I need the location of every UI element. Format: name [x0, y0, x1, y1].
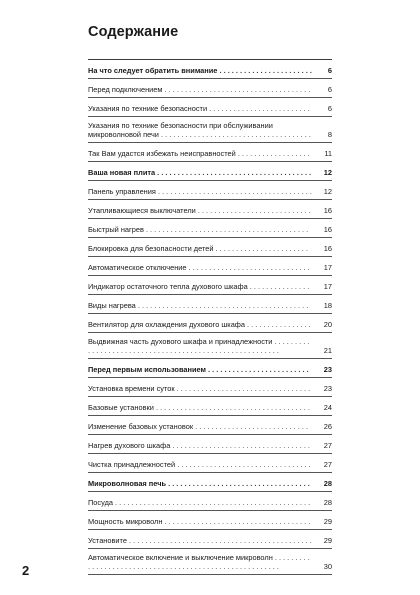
- dot-leader: . . . . . . . . . . . . . . . . . . . . . . . . . . . . . . . . . . . . . . . . . . . . . . . .: [113, 498, 311, 507]
- toc-entry-text: Мощность микроволн . . . . . . . . . . . . . . . . . . . . . . . . . . . . . . . . . . . .: [88, 517, 311, 526]
- toc-entry-text: Базовые установки . . . . . . . . . . . . . . . . . . . . . . . . . . . . . . . . . . . . . .: [88, 403, 310, 412]
- toc-entry: [88, 473, 332, 492]
- toc-entry-text: Перед подключением . . . . . . . . . . . . . . . . . . . . . . . . . . . . . . . . . . . .: [88, 85, 311, 94]
- toc-entry-page: 6: [327, 104, 332, 113]
- dot-leader: . . . . . . . . . . . . . . . . . . . . . . . . . . . . . . . . . . . . . . . .: [143, 225, 309, 234]
- toc-entry-page: 18: [323, 301, 332, 310]
- toc-entry: [88, 492, 332, 511]
- toc-entry-text: Чистка принадлежностей . . . . . . . . . . . . . . . . . . . . . . . . . . . . . . . . .: [88, 460, 311, 469]
- toc-entry-text: Вентилятор для охлаждения духового шкафа . . . . . . . . . . . . . . . .: [88, 320, 311, 329]
- toc-entry: [88, 60, 332, 79]
- dot-leader: . . . . . . . . . . . . . . . . . . . . . . . . . . . . . . . . . . . . . . . . . .: [135, 301, 309, 310]
- toc-entry-page: 16: [323, 206, 332, 215]
- toc-entry: [88, 314, 332, 333]
- toc-entry-text: Индикатор остаточного тепла духового шкафа . . . . . . . . . . . . . . .: [88, 282, 310, 291]
- toc-entry: [88, 454, 332, 473]
- toc-entry: [88, 416, 332, 435]
- toc-entry-text: Так Вам удастся избежать неисправностей . . . . . . . . . . . . . . . . . .: [88, 149, 310, 158]
- dot-leader: . . . . . . . . . . . . . . . . . . . . . . . . . . . . . . . . .: [174, 384, 311, 393]
- toc-entry-page: 8: [327, 130, 332, 139]
- toc-entry-page: 30: [323, 562, 332, 571]
- toc-entry-page: 16: [323, 244, 332, 253]
- dot-leader: . . . . . . . . . . . . . . . . . . . . . . . . .: [207, 104, 310, 113]
- toc-entry-text: На что следует обратить внимание . . . . . . . . . . . . . . . . . . . . . . .: [88, 66, 312, 75]
- toc-entry-page: 6: [327, 85, 332, 94]
- dot-leader: . . . . . . . . . . . . . . . . . . . . . . .: [217, 66, 312, 75]
- toc-entry-page: 23: [323, 384, 332, 393]
- dot-leader: . . . . . . . . . . . . . . . . . . . . . . . . . . . . . . . . . . . . . .: [155, 168, 312, 177]
- toc-entry: [88, 359, 332, 378]
- toc-entry-page: 29: [323, 517, 332, 526]
- toc-entry-text: Выдвижная часть духового шкафа и принадлежности . . . . . . . . . . . . . . . . . . . . . . . . . . . . . . . . . . . . . . . . . . . . . . . . . . . . . . . .: [88, 337, 310, 355]
- dot-leader: . . . . . . . . . . . . . . . . . . . . . . . . .: [206, 365, 309, 374]
- dot-leader: . . . . . . . . . . . . . . . . . . . . . . . . . . . . . . . . . . . . . . . . . . . . .: [126, 536, 312, 545]
- toc-entry-text: Блокировка для безопасности детей . . . . . . . . . . . . . . . . . . . . . . .: [88, 244, 308, 253]
- toc-entry-page: 20: [323, 320, 332, 329]
- toc-entry-page: 6: [327, 66, 332, 75]
- dot-leader: . . . . . . . . . . . . . . . . . . . . . . . . . . . .: [193, 422, 309, 431]
- toc-entry: [88, 530, 332, 549]
- dot-leader: . . . . . . . . . . . . . . . . . . . . . . . . . . . .: [195, 206, 311, 215]
- dot-leader: . . . . . . . . . . . . . . . .: [245, 320, 311, 329]
- toc-entry-page: 26: [323, 422, 332, 431]
- toc-entry-text: Быстрый нагрев . . . . . . . . . . . . . . . . . . . . . . . . . . . . . . . . . . . . . . . .: [88, 225, 309, 234]
- dot-leader: . . . . . . . . . . . . . . . . . . . . . . . . . . . . . . . . . .: [170, 441, 310, 450]
- dot-leader: . . . . . . . . . . . . . . . . . . . . . . . . . . . . . . . . . . . . . . . . . . . . . . . . . . . . . . . .: [88, 337, 310, 355]
- toc-entry: [88, 295, 332, 314]
- toc-entry-page: 12: [323, 168, 332, 177]
- toc-entry: [88, 200, 332, 219]
- toc-entry-text: Автоматическое включение и выключение микроволн . . . . . . . . . . . . . . . . . . . . . . . . . . . . . . . . . . . . . . . . . . . . . . . . . . . . . . . .: [88, 553, 310, 571]
- toc-entry-text: Панель управления . . . . . . . . . . . . . . . . . . . . . . . . . . . . . . . . . . . . . .: [88, 187, 312, 196]
- dot-leader: . . . . . . . . . . . . . . . . . . . . . . . . . . . . . .: [186, 263, 310, 272]
- toc-entry-page: 29: [323, 536, 332, 545]
- toc-entry: [88, 219, 332, 238]
- dot-leader: . . . . . . . . . . . . . . . . . . . . . . . . . . . . . . . . . . .: [166, 479, 310, 488]
- toc-entry: [88, 378, 332, 397]
- dot-leader: . . . . . . . . . . . . . . .: [247, 282, 310, 291]
- dot-leader: . . . . . . . . . . . . . . . . . . . . . . . . . . . . . . . . . . . . .: [158, 130, 311, 139]
- dot-leader: . . . . . . . . . . . . . . . . . . . . . . .: [213, 244, 308, 253]
- toc-entry-text: Утапливающиеся выключатели . . . . . . . . . . . . . . . . . . . . . . . . . . . .: [88, 206, 311, 215]
- toc-entry: [88, 79, 332, 98]
- toc-entry: [88, 511, 332, 530]
- toc-entry-page: 23: [323, 365, 332, 374]
- toc-entry: [88, 238, 332, 257]
- toc-entry: [88, 117, 332, 143]
- toc-entry: [88, 162, 332, 181]
- dot-leader: . . . . . . . . . . . . . . . . . .: [235, 149, 310, 158]
- dot-leader: . . . . . . . . . . . . . . . . . . . . . . . . . . . . . . . . . . . .: [162, 85, 311, 94]
- dot-leader: . . . . . . . . . . . . . . . . . . . . . . . . . . . . . . . . . . . . . .: [155, 187, 312, 196]
- toc-entry: [88, 276, 332, 295]
- toc-entry-text: Автоматическое отключение . . . . . . . . . . . . . . . . . . . . . . . . . . . . . .: [88, 263, 310, 272]
- dot-leader: . . . . . . . . . . . . . . . . . . . . . . . . . . . . . . . . .: [175, 460, 311, 469]
- toc-entry-text: Ваша новая плита . . . . . . . . . . . . . . . . . . . . . . . . . . . . . . . . . . . . . .: [88, 168, 312, 177]
- toc-entry-text: Посуда . . . . . . . . . . . . . . . . . . . . . . . . . . . . . . . . . . . . . . . . . . . . . . . .: [88, 498, 311, 507]
- toc-entry: [88, 397, 332, 416]
- dot-leader: . . . . . . . . . . . . . . . . . . . . . . . . . . . . . . . . . . . .: [162, 517, 311, 526]
- toc-entry-page: 17: [323, 263, 332, 272]
- toc-entry: [88, 435, 332, 454]
- toc-entry-text: Виды нагрева . . . . . . . . . . . . . . . . . . . . . . . . . . . . . . . . . . . . . . . . . .: [88, 301, 309, 310]
- table-of-contents: [88, 59, 332, 575]
- toc-entry: [88, 143, 332, 162]
- toc-entry-text: Указания по технике безопасности при обслуживании микроволновой печи . . . . . . . . . . . . . . . . . . . . . . . . . . . . . . . . . . . . .: [88, 121, 311, 139]
- dot-leader: . . . . . . . . . . . . . . . . . . . . . . . . . . . . . . . . . . . . . .: [153, 403, 310, 412]
- toc-entry-page: 12: [323, 187, 332, 196]
- toc-entry-text: Перед первым использованием . . . . . . . . . . . . . . . . . . . . . . . . .: [88, 365, 309, 374]
- toc-entry-page: 17: [323, 282, 332, 291]
- toc-entry-text: Изменение базовых установок . . . . . . . . . . . . . . . . . . . . . . . . . . . .: [88, 422, 309, 431]
- toc-entry-page: 21: [323, 346, 332, 355]
- toc-entry-page: 28: [323, 498, 332, 507]
- toc-entry-text: Нагрев духового шкафа . . . . . . . . . . . . . . . . . . . . . . . . . . . . . . . . . .: [88, 441, 310, 450]
- toc-entry: [88, 181, 332, 200]
- dot-leader: . . . . . . . . . . . . . . . . . . . . . . . . . . . . . . . . . . . . . . . . . . . . . . . . . . . . . . . .: [88, 553, 310, 571]
- toc-entry: [88, 98, 332, 117]
- toc-entry-page: 16: [323, 225, 332, 234]
- toc-entry: [88, 549, 332, 575]
- toc-entry-page: 28: [323, 479, 332, 488]
- toc-entry-page: 11: [324, 149, 332, 158]
- toc-entry-text: Установите . . . . . . . . . . . . . . . . . . . . . . . . . . . . . . . . . . . . . . . . . . . . .: [88, 536, 312, 545]
- toc-entry-text: Установка времени суток . . . . . . . . . . . . . . . . . . . . . . . . . . . . . . . . .: [88, 384, 311, 393]
- toc-entry-text: Указания по технике безопасности . . . . . . . . . . . . . . . . . . . . . . . . .: [88, 104, 310, 113]
- toc-entry: [88, 257, 332, 276]
- toc-entry-text: Микроволновая печь . . . . . . . . . . . . . . . . . . . . . . . . . . . . . . . . . . .: [88, 479, 310, 488]
- toc-entry: [88, 333, 332, 359]
- page-title: Содержание: [88, 24, 179, 40]
- toc-entry-page: 27: [323, 441, 332, 450]
- toc-entry-page: 27: [323, 460, 332, 469]
- page-number: 2: [22, 563, 30, 578]
- toc-entry-page: 24: [323, 403, 332, 412]
